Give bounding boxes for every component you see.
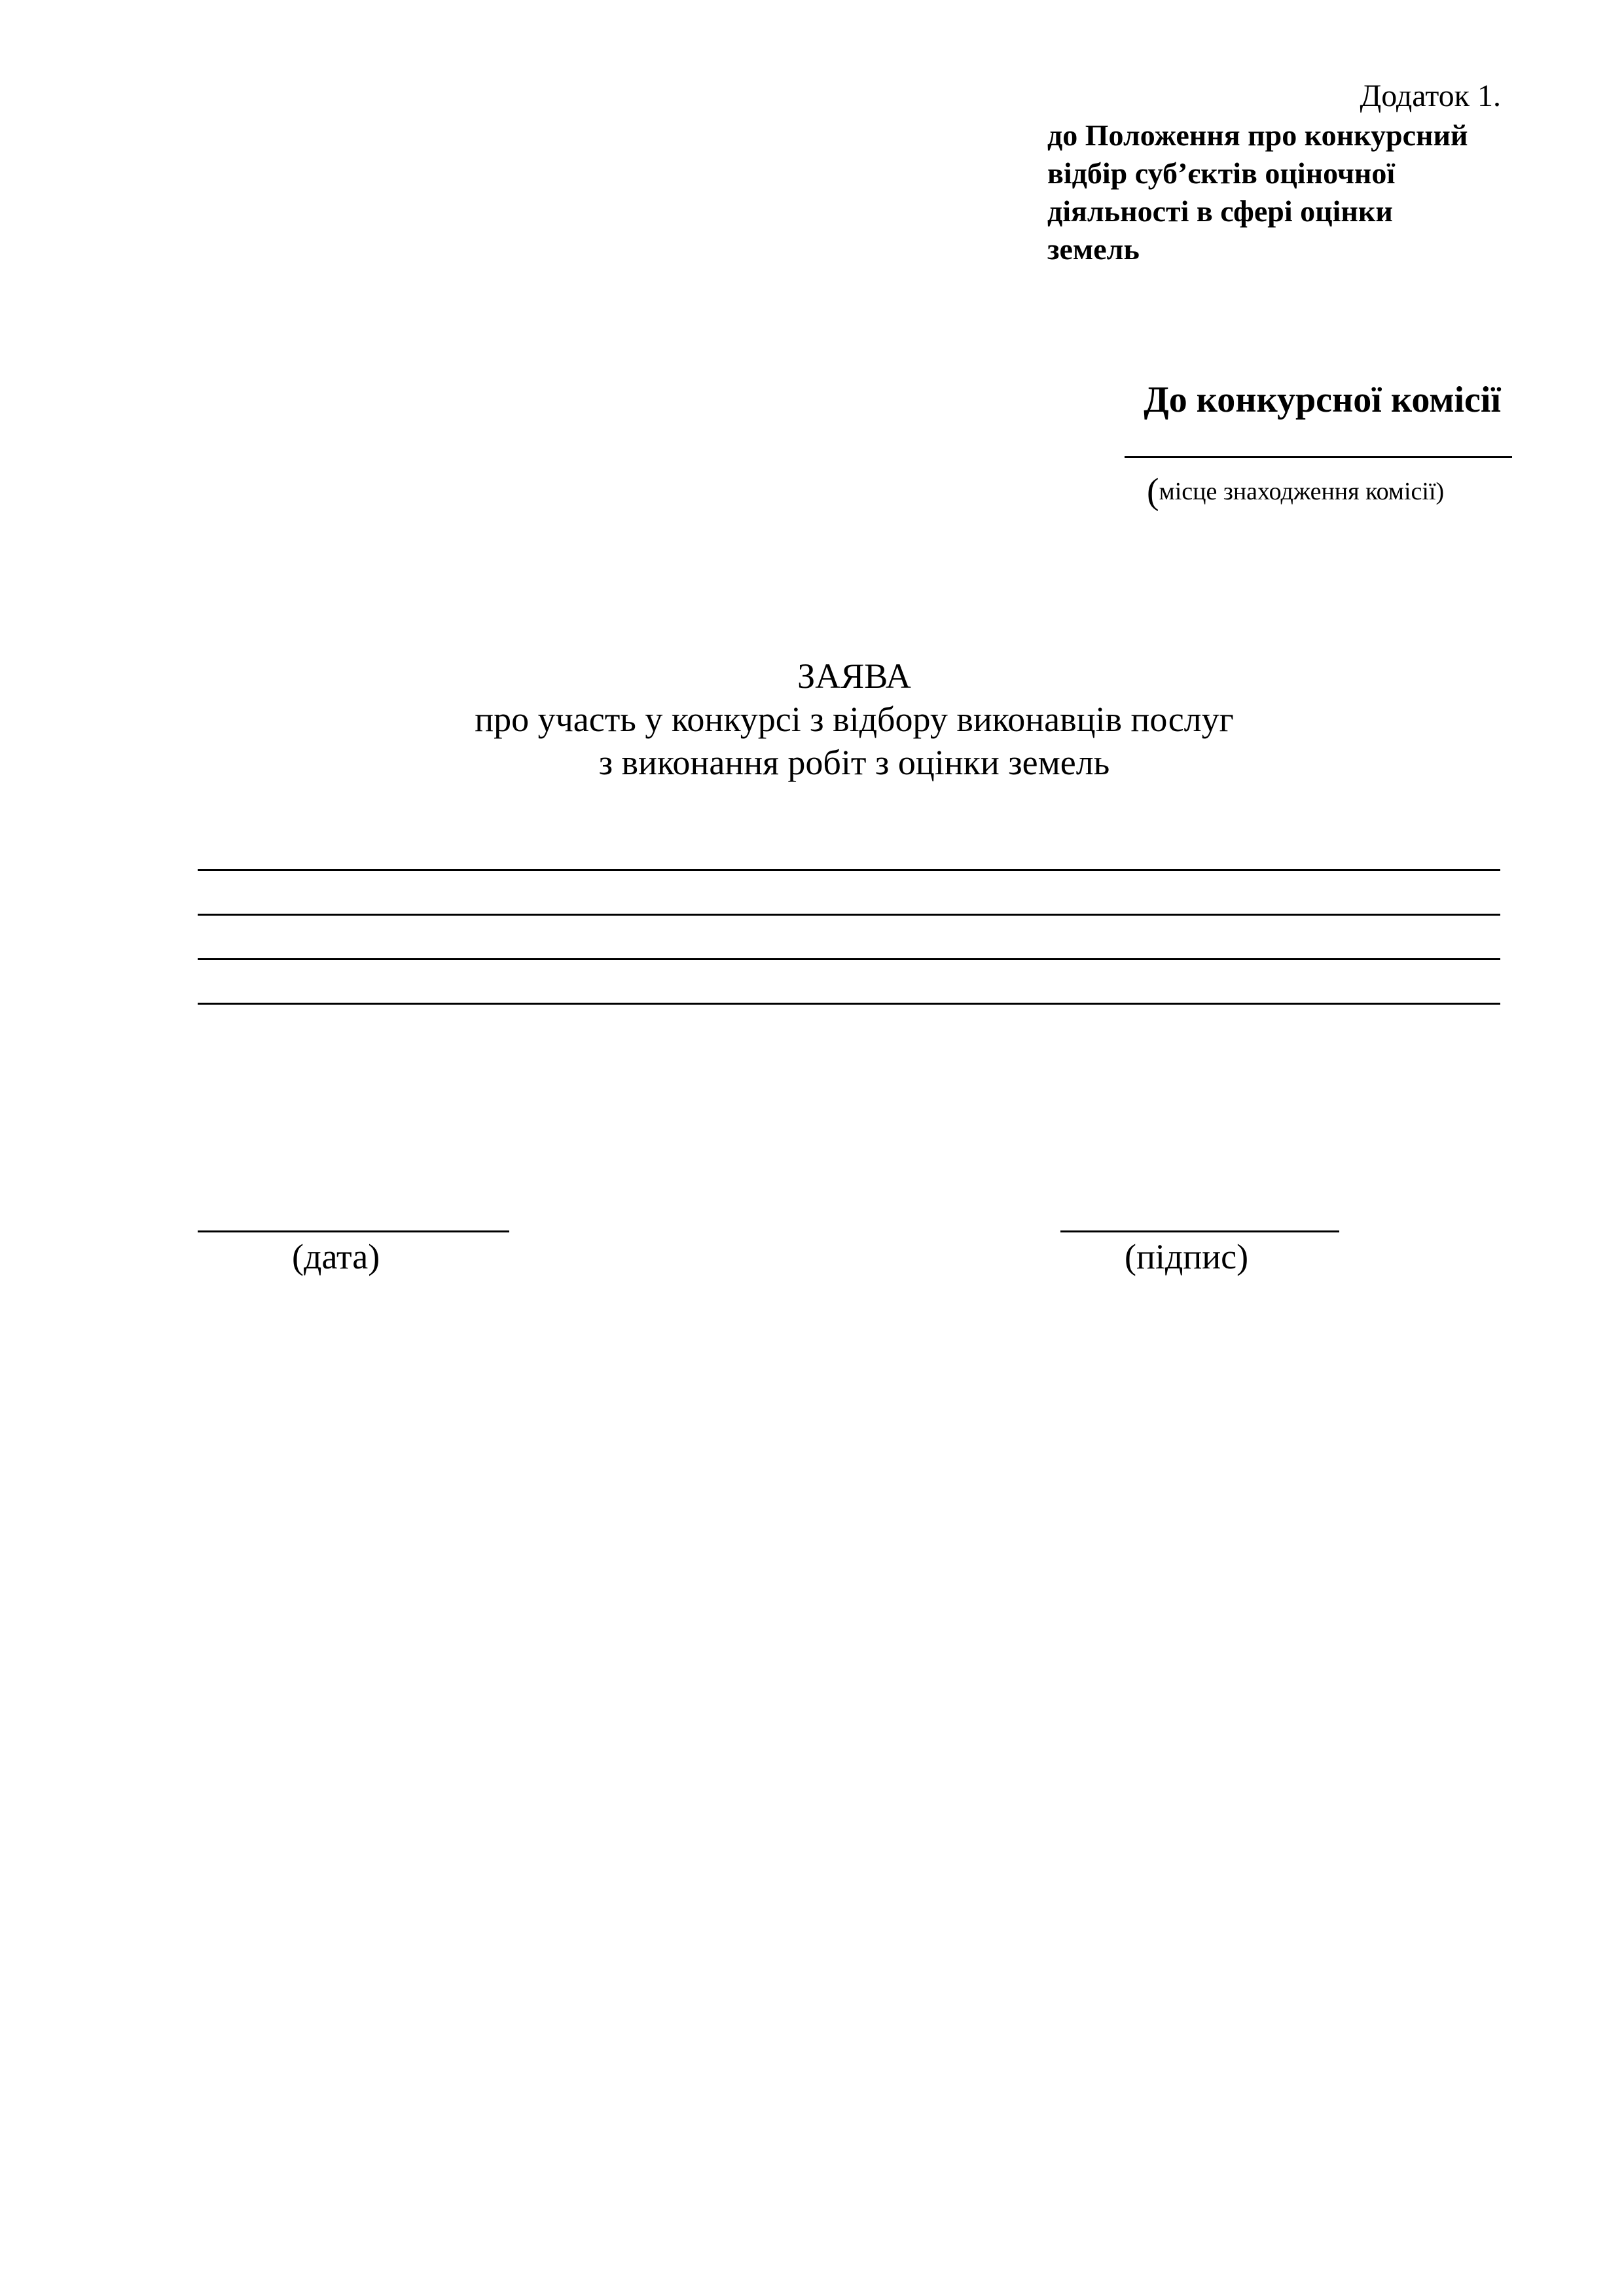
appendix-reference-line: діяльності в сфері оцінки bbox=[1047, 194, 1393, 228]
signature-label: (підпис) bbox=[1125, 1237, 1249, 1276]
addressee-hint-paren: ( bbox=[1147, 471, 1159, 512]
statement-heading bbox=[0, 655, 1624, 784]
addressee-blank-line bbox=[1125, 456, 1512, 458]
appendix-reference-line: відбір суб’єктів оціночної bbox=[1047, 156, 1396, 190]
blank-line bbox=[198, 958, 1500, 960]
date-line bbox=[198, 1230, 509, 1232]
appendix-reference bbox=[1047, 117, 1468, 268]
addressee-hint-text: місце знаходження комісії) bbox=[1159, 478, 1445, 505]
addressee-hint bbox=[1147, 470, 1444, 514]
date-label: (дата) bbox=[292, 1237, 380, 1276]
appendix-reference-line: земель bbox=[1047, 232, 1140, 266]
statement-subtitle-line: про участь у конкурсі з відбору виконавців послуг bbox=[475, 700, 1234, 739]
addressee-title: До конкурсної комісії bbox=[1144, 380, 1501, 420]
statement-title: ЗАЯВА bbox=[797, 656, 911, 696]
statement-subtitle-line: з виконання робіт з оцінки земель bbox=[598, 743, 1110, 782]
blank-line bbox=[198, 869, 1500, 871]
appendix-reference-line: до Положення про конкурсний bbox=[1047, 118, 1468, 152]
appendix-number: Додаток 1. bbox=[1360, 79, 1501, 113]
blank-line bbox=[198, 1003, 1500, 1005]
blank-line bbox=[198, 914, 1500, 916]
signature-line bbox=[1060, 1230, 1339, 1232]
